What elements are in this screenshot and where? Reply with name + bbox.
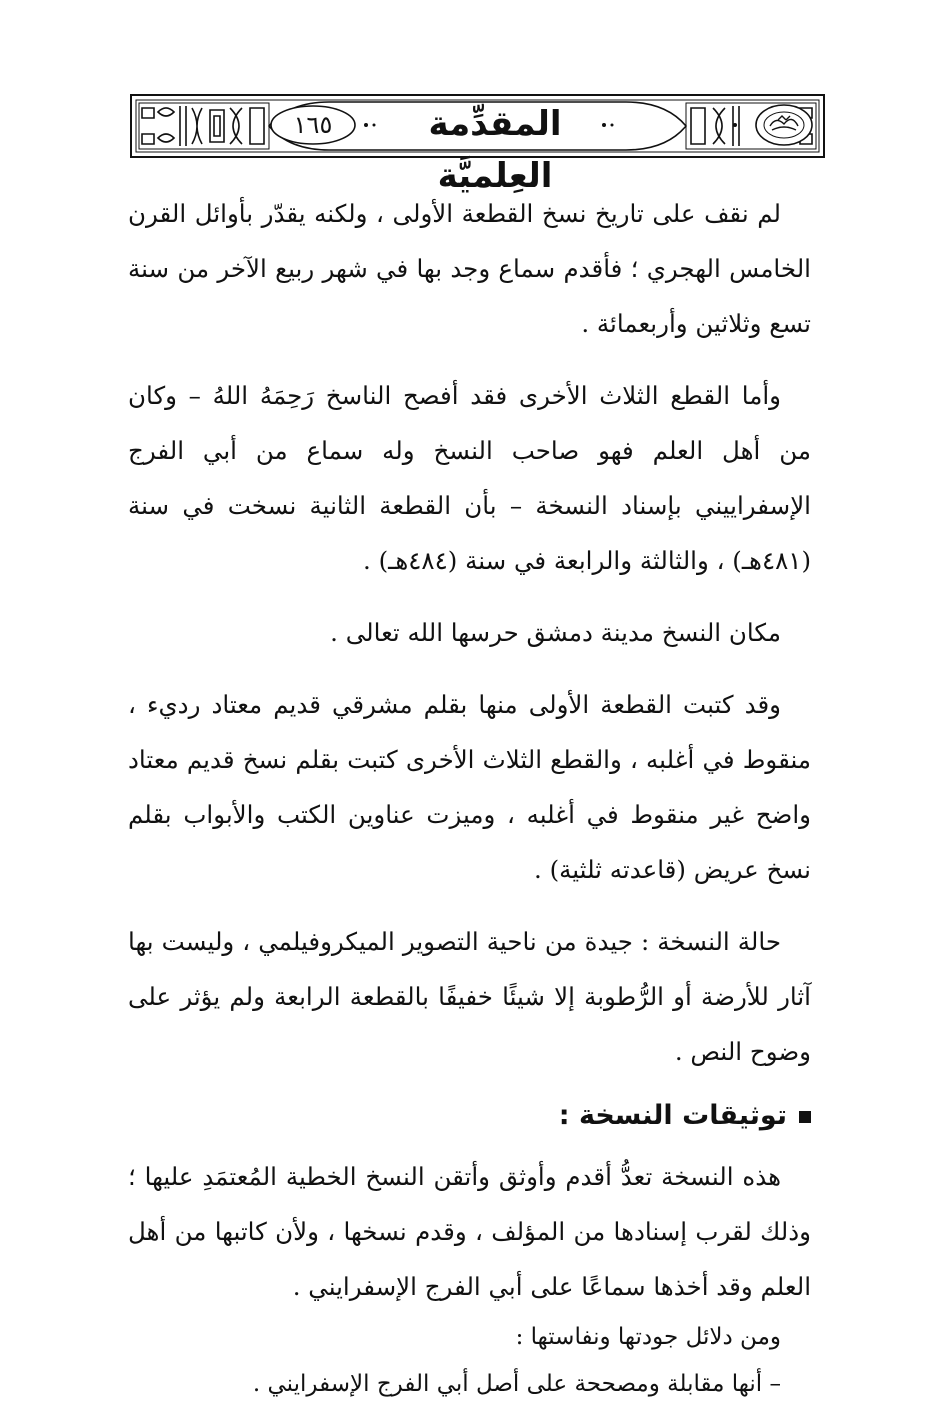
paragraph-copy-date: لم نقف على تاريخ نسخ القطعة الأولى ، ولكنه يقدّر بأوائل القرن الخامس الهجري ؛ فأقدم سماع وجد بها في شهر ربيع الآخر من سنة تسع وثلاثين وأربعمائة . (128, 199, 811, 338)
page-body (128, 186, 811, 1408)
section-heading (128, 1093, 811, 1139)
paragraph-evidence-intro: ومن دلائل جودتها ونفاستها : (515, 1324, 781, 1350)
page-number: ١٦٥ (293, 111, 333, 139)
section-heading-text: توثيقات النسخة : (558, 1100, 787, 1131)
square-bullet-icon (799, 1111, 811, 1123)
paragraph-authentication: هذه النسخة تعدُّ أقدم وأوثق وأتقن النسخ الخطية المُعتمَدِ عليها ؛ وذلك لقرب إسنادها من المؤلف ، وقدم نسخها ، ولأن كاتبها من أهل العلم وقد أخذها سماعًا على أبي الفرج الإسفرايني . (128, 1162, 811, 1301)
paragraph-place: مكان النسخ مدينة دمشق حرسها الله تعالى . (330, 618, 781, 647)
running-header (130, 94, 825, 196)
list-item-evidence: – أنها مقابلة ومصححة على أصل أبي الفرج الإسفرايني . (252, 1371, 781, 1397)
running-title: المقدِّمة العِلميَّة (428, 104, 562, 196)
paragraph-other-pieces: وأما القطع الثلاث الأخرى فقد أفصح الناسخ رَحِمَهُ اللهُ – وكان من أهل العلم فهو صاحب النسخ وله سماع من أبي الفرج الإسفراييني بإسناد النسخة – بأن القطعة الثانية نسخت في سنة (٤٨١هـ) ، والثالثة والرابعة في سنة (٤٨٤هـ) . (128, 381, 811, 575)
publisher-emblem-icon (760, 106, 808, 142)
paragraph-script: وقد كتبت القطعة الأولى منها بقلم مشرقي قديم معتاد رديء ، منقوط في أغلبه ، والقطع الثلاث الأخرى كتبت بقلم نسخ قديم معتاد واضح غير منقوط في أغلبه ، وميزت عناوين الكتب والأبواب بقلم نسخ عريض (قاعدته ثلثية) . (128, 690, 811, 884)
paragraph-condition: حالة النسخة : جيدة من ناحية التصوير الميكروفيلمي ، وليست بها آثار للأرضة أو الرُّطوبة إلا شيئًا خفيفًا بالقطعة الرابعة ولم يؤثر على وضوح النص . (128, 927, 811, 1066)
